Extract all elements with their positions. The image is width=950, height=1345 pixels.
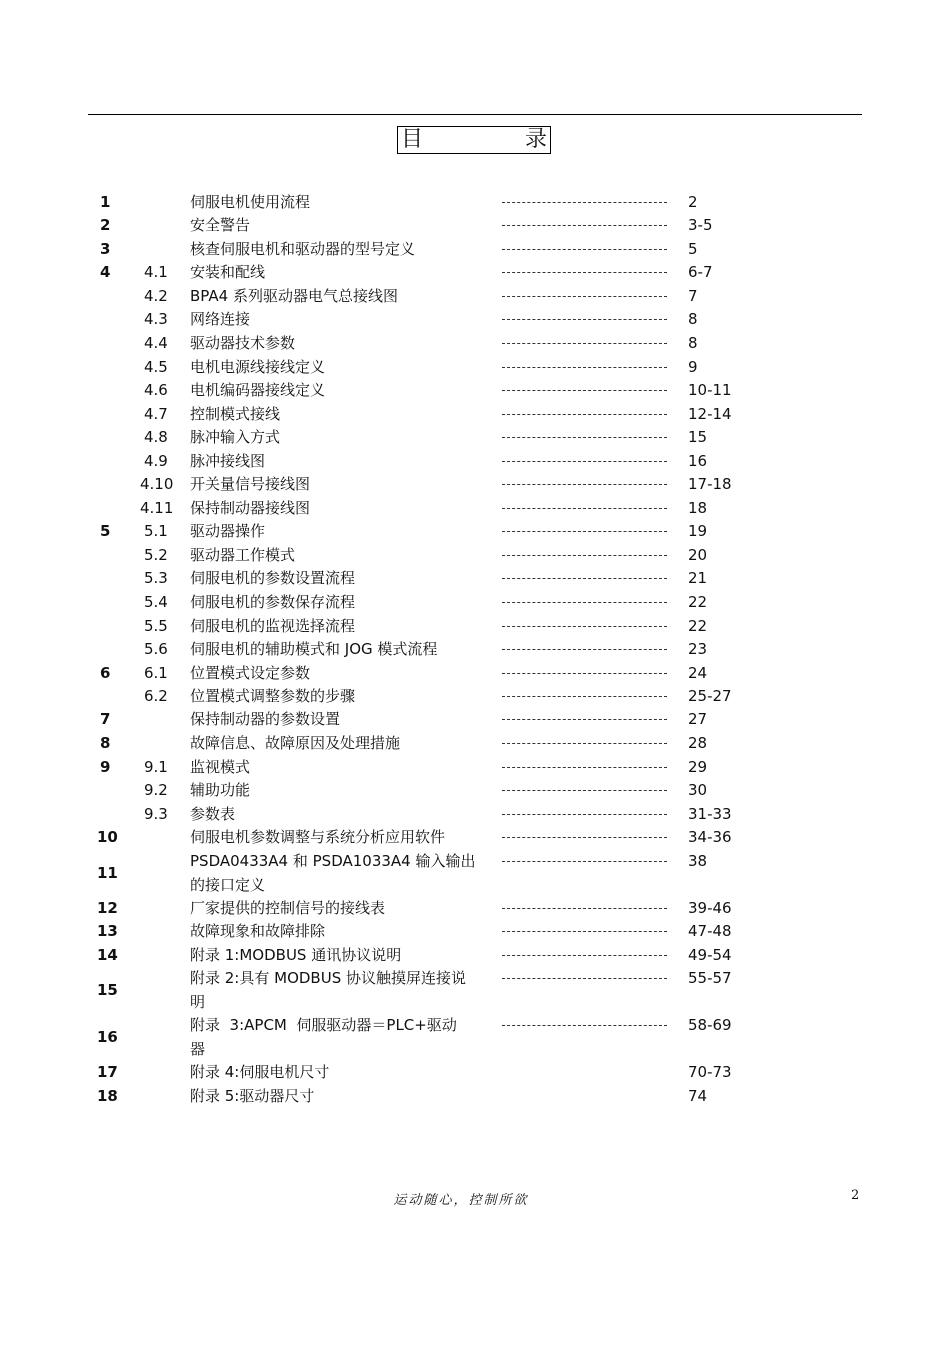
toc-leader-dots — [502, 896, 667, 920]
toc-page-number: 25-27 — [688, 687, 732, 705]
toc-leader-dots — [502, 307, 667, 331]
toc-entry-title: 伺服电机的参数设置流程 — [190, 569, 356, 587]
toc-entry-title: BPA4 系列驱动器电气总接线图 — [190, 287, 398, 305]
toc-entry-title: 驱动器技术参数 — [190, 334, 296, 352]
toc-title-right: 录 — [524, 127, 547, 152]
toc-page-number: 15 — [688, 428, 708, 446]
toc-section-number: 4.11 — [140, 499, 174, 517]
toc-section-number: 4.10 — [140, 475, 174, 493]
toc-leader-dots — [502, 778, 667, 802]
toc-entry-title: 伺服电机的辅助模式和 JOG 模式流程 — [190, 640, 438, 658]
toc-entry-title: 位置模式调整参数的步骤 — [190, 687, 356, 705]
toc-page-number: 20 — [688, 546, 708, 564]
footer-page-number: 2 — [851, 1188, 860, 1203]
toc-chapter-number: 2 — [100, 216, 111, 234]
toc-entry-title: 伺服电机的监视选择流程 — [190, 617, 356, 635]
toc-leader-dots — [502, 260, 667, 284]
toc-page-number: 29 — [688, 758, 708, 776]
toc-section-number: 4.7 — [144, 405, 168, 423]
toc-leader-dots — [502, 943, 667, 967]
toc-page-number: 22 — [688, 617, 708, 635]
toc-page-number: 10-11 — [688, 381, 732, 399]
toc-page-number: 12-14 — [688, 405, 732, 423]
toc-page-number: 8 — [688, 310, 698, 328]
toc-page-number: 58-69 — [688, 1016, 732, 1034]
toc-chapter-number: 5 — [100, 522, 111, 540]
toc-entry-title: 驱动器工作模式 — [190, 546, 296, 564]
toc-entry-title: 安全警告 — [190, 216, 251, 234]
toc-chapter-number: 12 — [97, 899, 118, 917]
toc-page-number: 23 — [688, 640, 708, 658]
toc-leader-dots — [502, 966, 667, 990]
toc-leader-dots — [502, 637, 667, 661]
toc-chapter-number: 1 — [100, 193, 111, 211]
toc-section-number: 4.4 — [144, 334, 168, 352]
toc-leader-dots — [502, 919, 667, 943]
toc-chapter-number: 4 — [100, 263, 111, 281]
toc-page-number: 24 — [688, 664, 708, 682]
toc-section-number: 5.6 — [144, 640, 168, 658]
toc-leader-dots — [502, 496, 667, 520]
toc-title-left: 目 — [401, 127, 424, 152]
toc-page-number: 2 — [688, 193, 698, 211]
toc-leader-dots — [502, 755, 667, 779]
toc-chapter-number: 8 — [100, 734, 111, 752]
toc-leader-dots — [502, 614, 667, 638]
footer-motto: 运动随心，控制所欲 — [393, 1193, 529, 1208]
toc-entry-title: 参数表 — [190, 805, 236, 823]
toc-leader-dots — [502, 543, 667, 567]
toc-leader-dots — [502, 590, 667, 614]
toc-leader-dots — [502, 519, 667, 543]
toc-page-number: 47-48 — [688, 922, 732, 940]
toc-page-number: 7 — [688, 287, 698, 305]
toc-entry-title: 附录 1:MODBUS 通讯协议说明 — [190, 946, 402, 964]
toc-section-number: 9.2 — [144, 781, 168, 799]
toc-entry-title: 网络连接 — [190, 310, 251, 328]
toc-leader-dots — [502, 566, 667, 590]
toc-leader-dots — [502, 425, 667, 449]
toc-chapter-number: 16 — [97, 1028, 118, 1046]
toc-chapter-number: 13 — [97, 922, 118, 940]
toc-chapter-number: 18 — [97, 1087, 118, 1105]
toc-leader-dots — [502, 707, 667, 731]
toc-entry-title: 控制模式接线 — [190, 405, 281, 423]
toc-section-number: 5.4 — [144, 593, 168, 611]
toc-page-number: 55-57 — [688, 969, 732, 987]
toc-section-number: 4.2 — [144, 287, 168, 305]
toc-leader-dots — [502, 661, 667, 685]
toc-chapter-number: 3 — [100, 240, 111, 258]
toc-section-number: 5.1 — [144, 522, 168, 540]
toc-entry-title: 脉冲输入方式 — [190, 428, 281, 446]
toc-page-number: 31-33 — [688, 805, 732, 823]
toc-entry-title: 安装和配线 — [190, 263, 266, 281]
toc-leader-dots — [502, 449, 667, 473]
toc-leader-dots — [502, 731, 667, 755]
toc-chapter-number: 17 — [97, 1063, 118, 1081]
toc-section-number: 5.5 — [144, 617, 168, 635]
toc-leader-dots — [502, 331, 667, 355]
toc-leader-dots — [502, 190, 667, 214]
toc-page-number: 34-36 — [688, 828, 732, 846]
toc-section-number: 4.5 — [144, 358, 168, 376]
toc-page-number: 9 — [688, 358, 698, 376]
toc-leader-dots — [502, 684, 667, 708]
toc-section-number: 4.1 — [144, 263, 168, 281]
toc-leader-dots — [502, 472, 667, 496]
toc-page-number: 28 — [688, 734, 708, 752]
toc-entry-title: 伺服电机参数调整与系统分析应用软件 — [190, 828, 446, 846]
toc-leader-dots — [502, 402, 667, 426]
toc-section-number: 5.2 — [144, 546, 168, 564]
toc-section-number: 4.3 — [144, 310, 168, 328]
toc-leader-dots — [502, 825, 667, 849]
toc-section-number: 6.1 — [144, 664, 168, 682]
toc-page-number: 74 — [688, 1087, 708, 1105]
toc-section-number: 4.8 — [144, 428, 168, 446]
toc-section-number: 4.9 — [144, 452, 168, 470]
toc-chapter-number: 7 — [100, 710, 111, 728]
toc-page-number: 3-5 — [688, 216, 713, 234]
toc-page-number: 70-73 — [688, 1063, 732, 1081]
toc-leader-dots — [502, 213, 667, 237]
toc-page-number: 6-7 — [688, 263, 713, 281]
toc-entry-title: 故障现象和故障排除 — [190, 922, 326, 940]
toc-leader-dots — [502, 849, 667, 873]
toc-entry-title: 附录 2:具有 MODBUS 协议触摸屏连接说 明 — [190, 969, 466, 1011]
toc-entry-title: 伺服电机的参数保存流程 — [190, 593, 356, 611]
toc-entry-title: 附录 4:伺服电机尺寸 — [190, 1063, 330, 1081]
toc-entry-title: 电机编码器接线定义 — [190, 381, 326, 399]
toc-entry-title: 脉冲接线图 — [190, 452, 266, 470]
toc-entry-title: 电机电源线接线定义 — [190, 358, 326, 376]
toc-page-number: 16 — [688, 452, 708, 470]
toc-chapter-number: 15 — [97, 981, 118, 999]
toc-section-number: 5.3 — [144, 569, 168, 587]
toc-entry-title: 保持制动器接线图 — [190, 499, 311, 517]
toc-leader-dots — [502, 378, 667, 402]
toc-page-number: 22 — [688, 593, 708, 611]
toc-section-number: 4.6 — [144, 381, 168, 399]
toc-page-number: 49-54 — [688, 946, 732, 964]
toc-section-number: 9.3 — [144, 805, 168, 823]
toc-chapter-number: 10 — [97, 828, 118, 846]
toc-section-number: 9.1 — [144, 758, 168, 776]
toc-entry-title: 伺服电机使用流程 — [190, 193, 311, 211]
toc-entry-title: 辅助功能 — [190, 781, 251, 799]
toc-entry-title: 故障信息、故障原因及处理措施 — [190, 734, 401, 752]
toc-section-number: 6.2 — [144, 687, 168, 705]
toc-leader-dots — [502, 1013, 667, 1037]
toc-page-number: 5 — [688, 240, 698, 258]
toc-page-number: 38 — [688, 852, 708, 870]
toc-entry-title: 附录 3:APCM 伺服驱动器＝PLC+驱动 器 — [190, 1016, 457, 1058]
toc-entry-title: 厂家提供的控制信号的接线表 — [190, 899, 386, 917]
toc-page-number: 19 — [688, 522, 708, 540]
toc-entry-title: 核查伺服电机和驱动器的型号定义 — [190, 240, 416, 258]
toc-leader-dots — [502, 284, 667, 308]
toc-entry-title: 附录 5:驱动器尺寸 — [190, 1087, 315, 1105]
toc-page-number: 8 — [688, 334, 698, 352]
toc-leader-dots — [502, 355, 667, 379]
toc-entry-title: 位置模式设定参数 — [190, 664, 311, 682]
toc-entry-title: 保持制动器的参数设置 — [190, 710, 341, 728]
toc-chapter-number: 14 — [97, 946, 118, 964]
toc-leader-dots — [502, 237, 667, 261]
toc-entry-title: 开关量信号接线图 — [190, 475, 311, 493]
toc-chapter-number: 6 — [100, 664, 111, 682]
toc-entry-title: PSDA0433A4 和 PSDA1033A4 输入输出 的接口定义 — [190, 852, 476, 894]
toc-page-number: 30 — [688, 781, 708, 799]
toc-page-number: 27 — [688, 710, 708, 728]
toc-leader-dots — [502, 802, 667, 826]
toc-chapter-number: 9 — [100, 758, 111, 776]
toc-page-number: 17-18 — [688, 475, 732, 493]
toc-page-number: 18 — [688, 499, 708, 517]
toc-entry-title: 监视模式 — [190, 758, 251, 776]
toc-chapter-number: 11 — [97, 864, 118, 882]
toc-page-number: 21 — [688, 569, 708, 587]
toc-page-number: 39-46 — [688, 899, 732, 917]
toc-entry-title: 驱动器操作 — [190, 522, 266, 540]
